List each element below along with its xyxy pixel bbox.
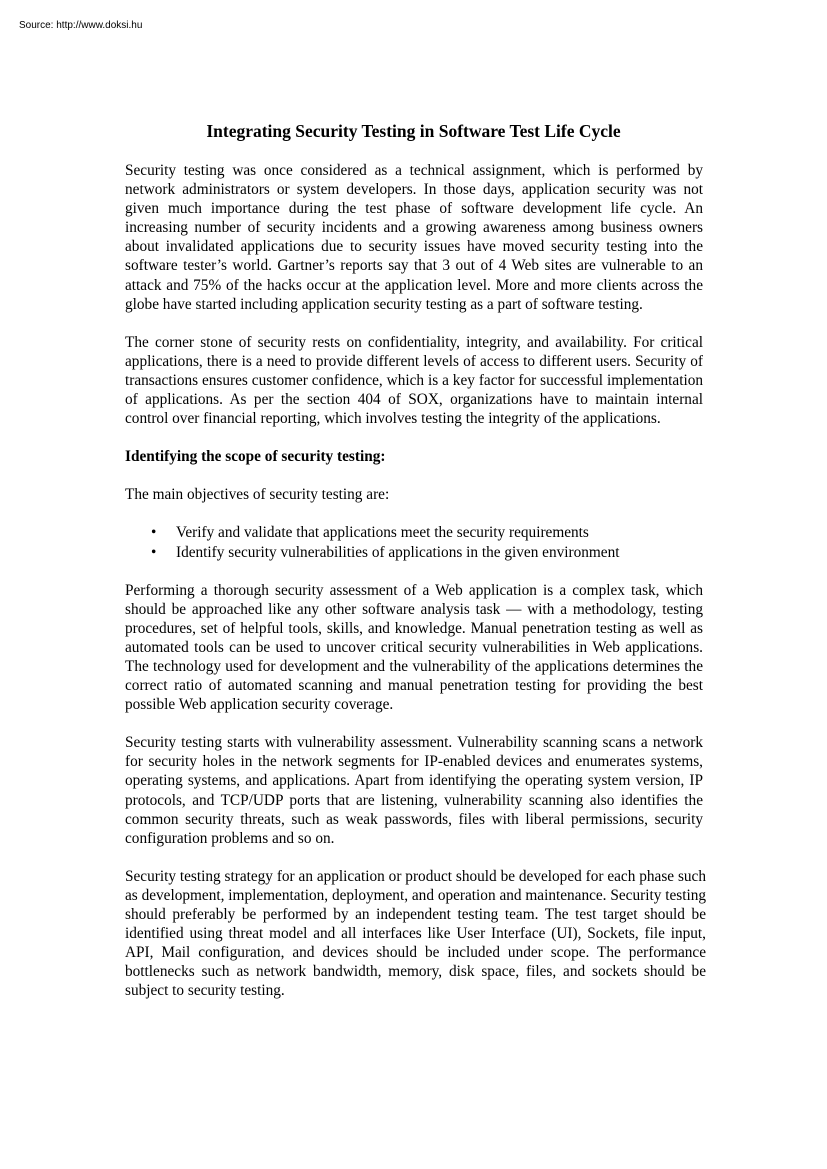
list-item-text: Verify and validate that applications meet the security requirements [176, 524, 589, 542]
vulnerability-paragraph: Security testing starts with vulnerability assessment. Vulnerability scanning scans a network for security holes in the network segments for IP-enabled devices and enumerates systems, operating systems, and applications. Apart from identifying the operating system version, IP protocols, and TCP/UDP ports that are listening, vulnerability scanning also identifies the common security threats, such as weak passwords, files with liberal permissions, security configuration problems and so on. [125, 734, 703, 847]
section-heading: Identifying the scope of security testing: [125, 448, 386, 466]
assessment-paragraph: Performing a thorough security assessment of a Web application is a complex task, which should be approached like any other software analysis task — with a methodology, testing procedures, set of helpful tools, skills, and knowledge. Manual penetration testing as well as automated tools can be used to uncover critical security vulnerabilities in Web applications. The technology used for development and the vulnerability of the applications determines the correct ratio of automated scanning and manual penetration testing for providing the best possible Web application security coverage. [125, 581, 703, 714]
source-label: Source: http://www.doksi.hu [19, 20, 143, 31]
intro-paragraph: Security testing was once considered as a technical assignment, which is performed by network administrators or system developers. In those days, application security was not given much importance during the test phase of software development life cycle. An increasing number of security incidents and a growing awareness among business owners about invalidated applications due to security issues have moved security testing into the software tester’s world. Gartner’s reports say that 3 out of 4 Web sites are vulnerable to an attack and 75% of the hacks occur at the application level. More and more clients across the globe have started including application security testing as a part of software testing. [125, 162, 703, 313]
list-item [125, 523, 703, 542]
document-body [125, 161, 706, 1019]
document-title: Integrating Security Testing in Software Test Life Cycle [206, 121, 621, 141]
objectives-intro: The main objectives of security testing are: [125, 486, 390, 504]
strategy-paragraph: Security testing strategy for an application or product should be developed for each phase such as development, implementation, deployment, and operation and maintenance. Security testing should preferably be performed by an independent testing team. The test target should be identified using threat model and all interfaces like User Interface (UI), Sockets, file input, API, Mail configuration, and devices should be included under scope. The performance bottlenecks such as network bandwidth, memory, disk space, files, and sockets should be subject to security testing. [125, 867, 706, 1000]
list-item-text: Identify security vulnerabilities of applications in the given environment [176, 543, 620, 561]
bullet-icon: • [151, 543, 157, 561]
bullet-icon: • [151, 524, 157, 542]
cia-paragraph: The corner stone of security rests on confidentiality, integrity, and availability. For critical applications, there is a need to provide different levels of access to different users. Security of transactions ensures customer confidence, which is a key factor for successful implementation of applications. As per the section 404 of SOX, organizations have to maintain internal control over financial reporting, which involves testing the integrity of the applications. [125, 333, 703, 428]
objectives-list [125, 523, 703, 561]
list-item [125, 543, 703, 562]
